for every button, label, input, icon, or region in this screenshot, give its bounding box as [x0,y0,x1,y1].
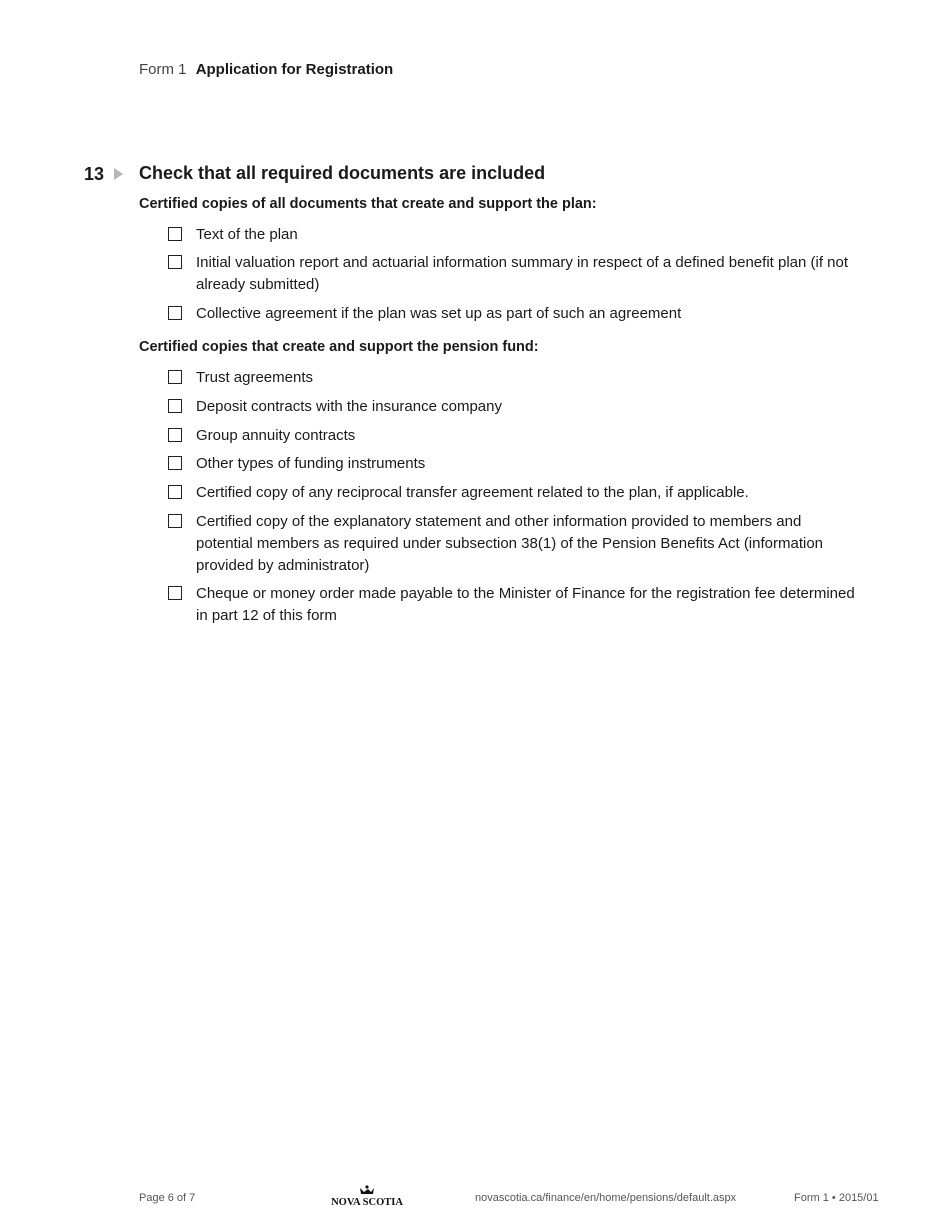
section-number: 13 [84,164,105,184]
checklist-item[interactable] [168,482,868,504]
group-heading-pension-fund: Certified copies that create and support the pension fund: [139,339,539,355]
footer-form-version [794,1192,879,1204]
page-header [139,61,393,78]
section-title: Check that all required documents are included [139,163,546,183]
form-label: Form 1 [139,61,187,78]
group-heading-plan-documents: Certified copies of all documents that create and support the plan: [139,196,597,212]
checklist-item[interactable] [168,511,868,577]
checklist-item[interactable] [168,425,868,447]
checklist-item[interactable] [168,583,868,627]
checklist-item-label: Group annuity contracts [196,427,356,444]
checklist-item-label: Certified copy of any reciprocal transfer agreement related to the plan, if applicable. [196,484,749,501]
checklist-item-label: Trust agreements [196,369,313,386]
checklist-item[interactable] [168,367,868,389]
footer-form-id: Form 1 [794,1192,829,1204]
checkbox[interactable] [168,306,182,320]
footer-url: novascotia.ca/finance/en/home/pensions/default.aspx [475,1192,737,1204]
checklist-item-label: Certified copy of the explanatory statement and other information provided to members and potential members as required under subsection 38(1) of the Pension Benefits Act (information provided by administrator) [196,513,824,574]
form-title: Application for Registration [195,61,394,78]
checkbox[interactable] [168,227,182,241]
checklist-item-label: Deposit contracts with the insurance company [196,398,502,415]
checklist-item-label: Collective agreement if the plan was set up as part of such an agreement [196,305,682,322]
checklist-item[interactable] [168,396,868,418]
checkbox[interactable] [168,485,182,499]
logo-text: NOVA SCOTIA [331,1197,403,1208]
checklist-item[interactable] [168,303,868,325]
checklist-item[interactable] [168,224,868,246]
checkbox[interactable] [168,255,182,269]
checkbox[interactable] [168,370,182,384]
checkbox[interactable] [168,586,182,600]
checkbox[interactable] [168,514,182,528]
footer-version: 2015/01 [838,1192,879,1204]
checklist-item-label: Text of the plan [196,226,298,243]
checkbox[interactable] [168,428,182,442]
triangle-arrow-icon [114,168,123,180]
checklist-item-label: Cheque or money order made payable to the Minister of Finance for the registration fee determined in part 12 of this form [196,585,855,624]
checklist-item-label: Other types of funding instruments [196,455,426,472]
page-number: Page 6 of 7 [139,1192,196,1204]
checkbox[interactable] [168,399,182,413]
checklist-item[interactable] [168,453,868,475]
checklist-item-label: Initial valuation report and actuarial information summary in respect of a defined benefit plan (if not already submitted) [196,254,849,293]
nova-scotia-logo [327,1184,407,1208]
checkbox[interactable] [168,456,182,470]
bullet-separator: • [831,1192,836,1204]
checklist-item[interactable] [168,252,868,296]
